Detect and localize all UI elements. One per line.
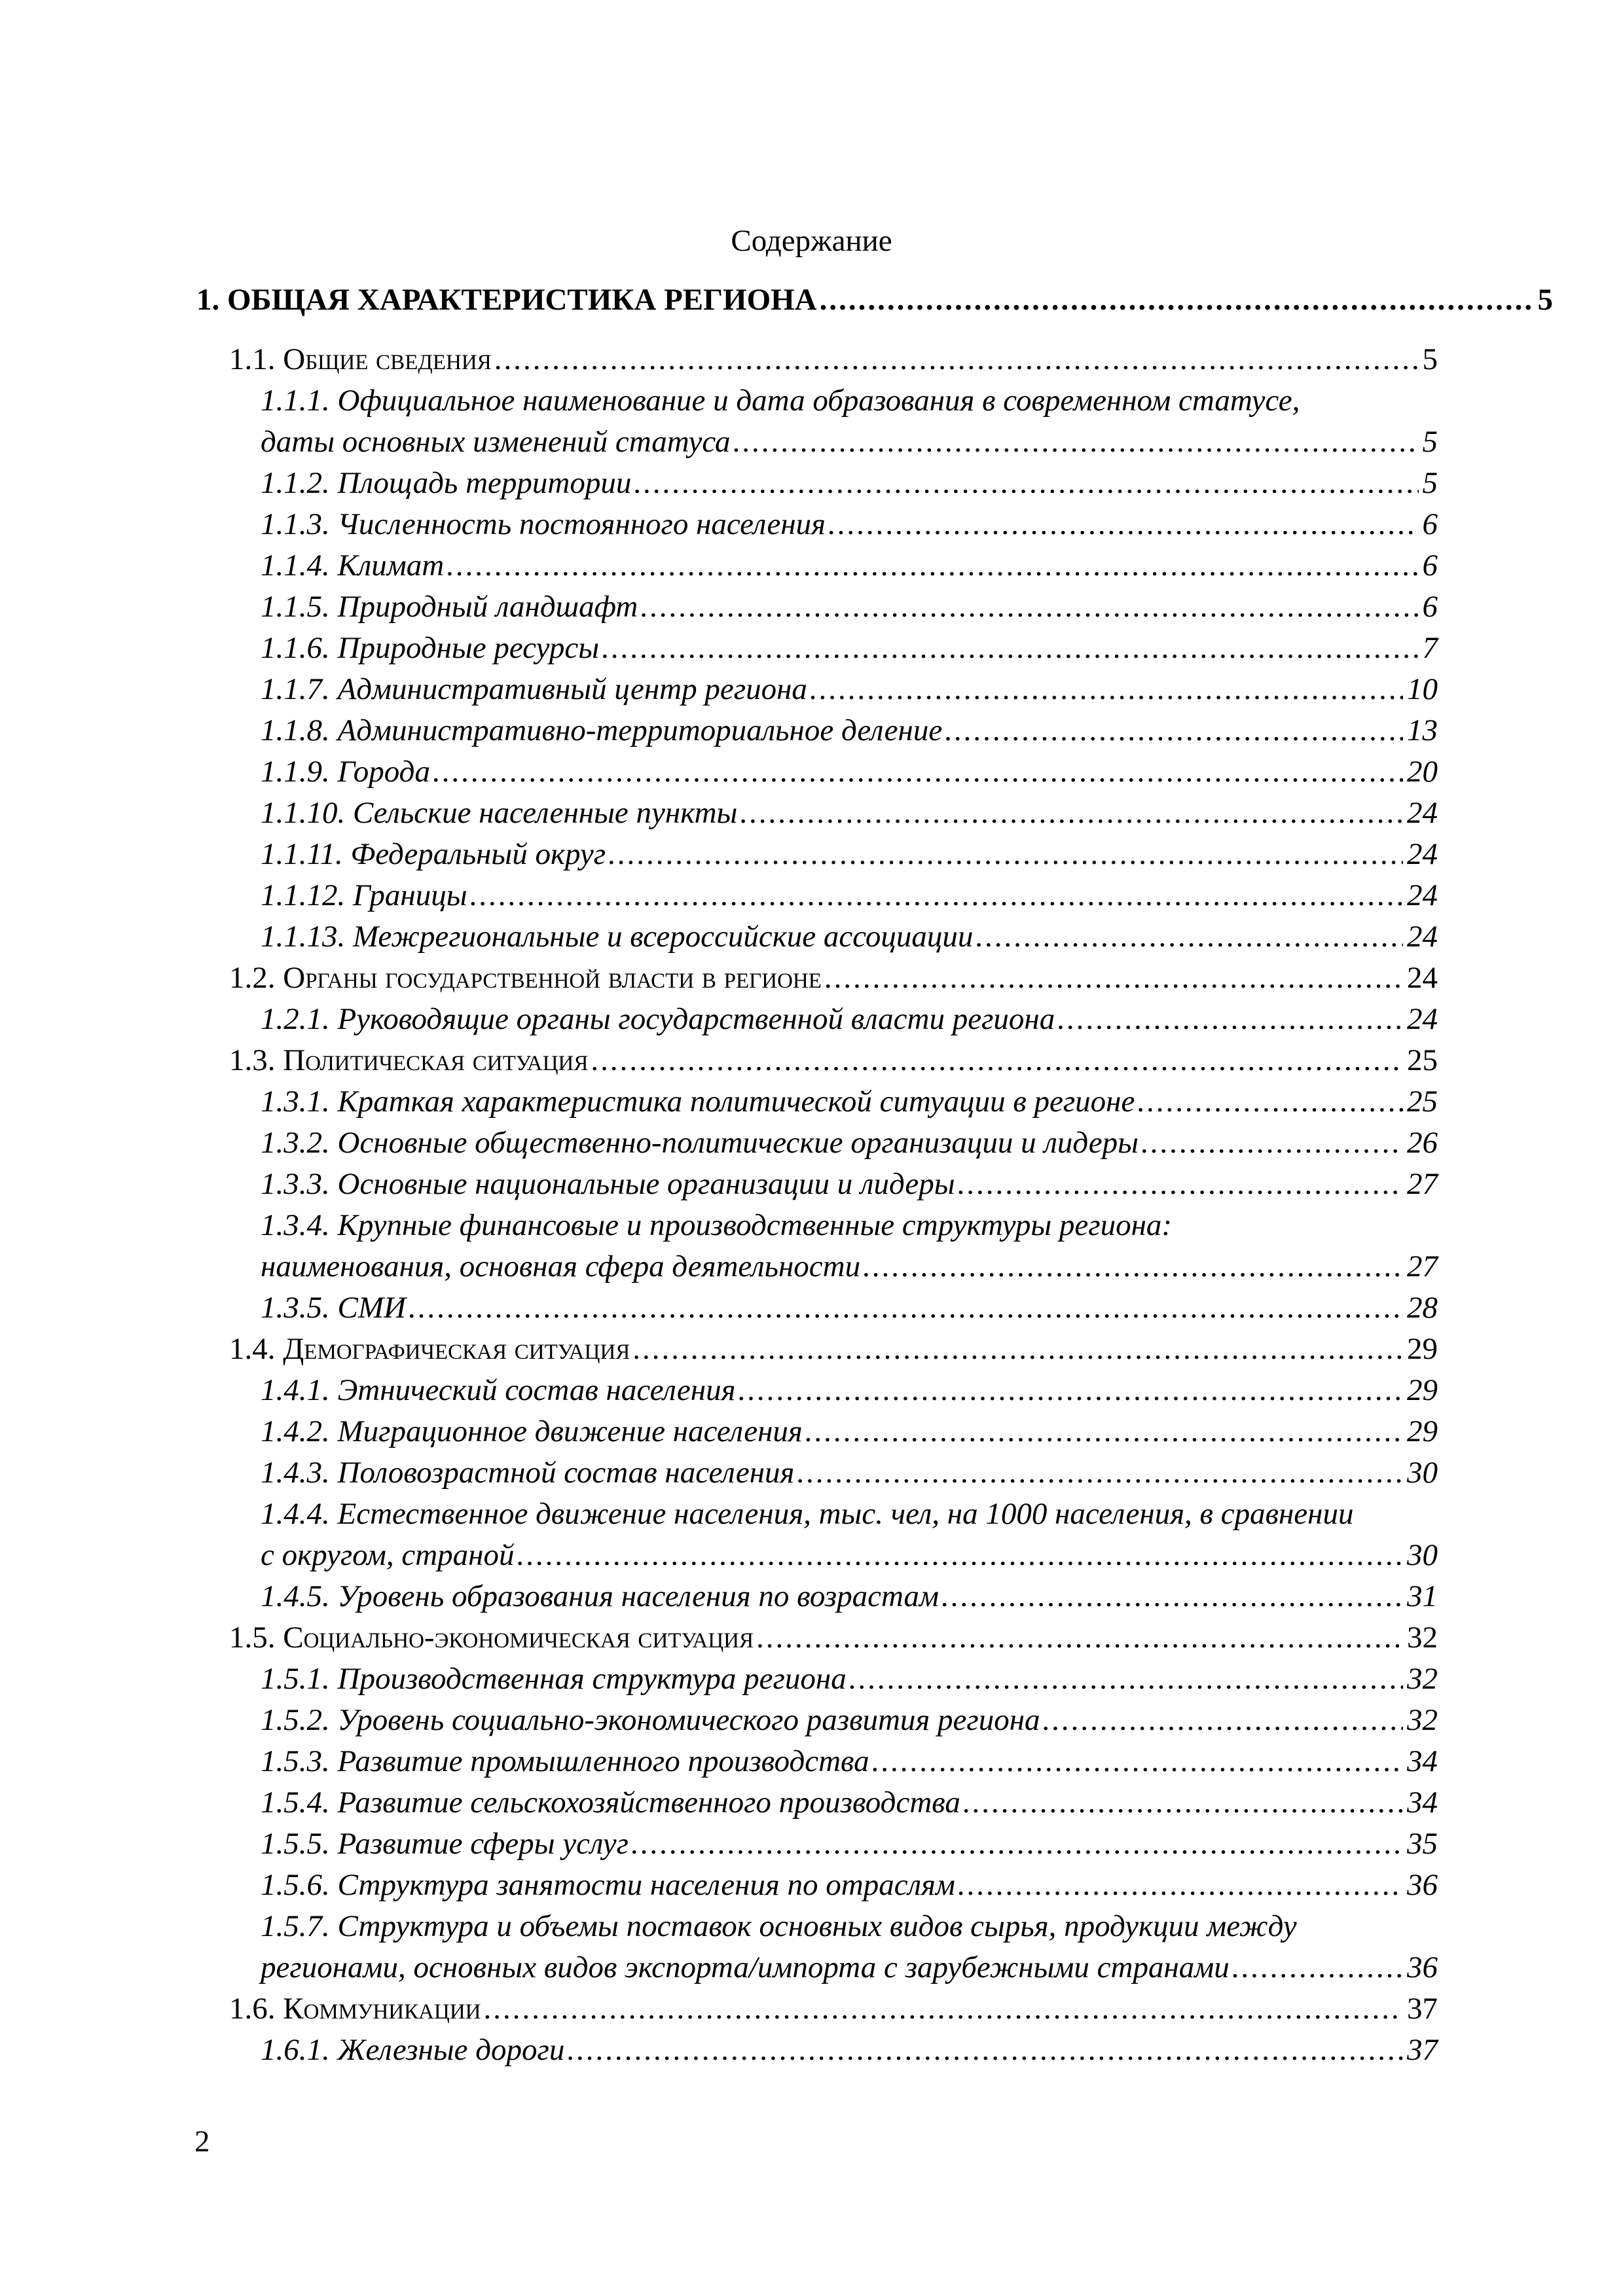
toc-entry-1-3-3[interactable] — [261, 1164, 1438, 1205]
dot-leader — [863, 1246, 1403, 1287]
toc-entry-page: 28 — [1407, 1291, 1438, 1325]
toc-entry-1-4-4-line1[interactable]: 1.4.4. Естественное движение населения, тыс. чел, на 1000 населения, в сравнении — [261, 1497, 1354, 1531]
toc-entry-label: 1.5. Социально-экономическая ситуация — [229, 1621, 754, 1655]
page-title: Содержание — [731, 224, 892, 258]
toc-entry-1-1-1[interactable] — [261, 422, 1438, 463]
dot-leader — [849, 1659, 1403, 1700]
dot-leader — [608, 834, 1403, 875]
toc-entry-1-5-7-line1[interactable]: 1.5.7. Структура и объемы поставок основных видов сырья, продукции между — [261, 1909, 1297, 1943]
toc-entry-label: 1.5.5. Развитие сферы услуг — [261, 1827, 629, 1861]
toc-entry-1-5-3[interactable] — [261, 1741, 1438, 1782]
dot-leader — [828, 504, 1418, 545]
toc-entry-1-4-4[interactable] — [261, 1535, 1438, 1576]
toc-entry-page: 30 — [1407, 1538, 1438, 1572]
dot-leader — [738, 1370, 1403, 1411]
toc-entry-label: 1.1.2. Площадь территории — [261, 466, 632, 500]
toc-entry-1-1-2[interactable] — [261, 463, 1438, 504]
dot-leader — [824, 958, 1403, 999]
toc-entry-1-1-5[interactable] — [261, 586, 1438, 628]
dot-leader — [567, 2030, 1403, 2071]
toc-entry-label: 1.1.13. Межрегиональные и всероссийские ассоциации — [261, 920, 974, 954]
dot-leader — [632, 1329, 1403, 1370]
dot-leader — [640, 586, 1418, 628]
toc-entry-label: 1.4.3. Половозрастной состав населения — [261, 1456, 795, 1490]
toc-entry-page: 34 — [1407, 1785, 1438, 1820]
toc-entry-label: 1.1.9. Города — [261, 755, 430, 789]
dot-leader — [740, 793, 1403, 834]
toc-entry-1-1-3[interactable] — [261, 504, 1438, 545]
dot-leader — [797, 1452, 1403, 1494]
toc-entry-page: 6 — [1422, 590, 1438, 624]
toc-entry-1-1-1-line1[interactable]: 1.1.1. Официальное наименование и дата образования в современном статусе, — [261, 384, 1300, 418]
dot-leader — [941, 1576, 1403, 1617]
toc-entry-label: даты основных изменений статуса — [261, 425, 731, 459]
toc-entry-label: 1.3.1. Краткая характеристика политической ситуации в регионе — [261, 1085, 1135, 1119]
dot-leader — [963, 1782, 1403, 1823]
toc-entry-page: 29 — [1407, 1414, 1438, 1448]
dot-leader — [958, 1865, 1403, 1906]
dot-leader — [1057, 999, 1403, 1040]
toc-entry-1-3-2[interactable] — [261, 1122, 1438, 1164]
toc-entry-1-1-12[interactable] — [261, 875, 1438, 916]
dot-leader — [820, 279, 1534, 321]
dot-leader — [433, 751, 1403, 793]
toc-entry-1-1-11[interactable] — [261, 834, 1438, 875]
toc-entry-label: 1.4.1. Этнический состав населения — [261, 1373, 736, 1407]
dot-leader — [1232, 1947, 1403, 1988]
toc-entry-page: 7 — [1422, 631, 1438, 665]
toc-entry-1-4-3[interactable] — [261, 1452, 1438, 1494]
toc-entry-page: 32 — [1407, 1662, 1438, 1696]
toc-entry-label: 1.1. Общие сведения — [229, 342, 492, 376]
toc-entry-1-5[interactable] — [229, 1617, 1438, 1659]
toc-entry-label: 1.5.3. Развитие промышленного производства — [261, 1744, 869, 1778]
toc-entry-1-5-1[interactable] — [261, 1659, 1438, 1700]
toc-entry-page: 32 — [1407, 1703, 1438, 1737]
dot-leader — [810, 669, 1403, 710]
toc-entry-label: 1.1.11. Федеральный округ — [261, 837, 606, 871]
toc-entry-label: 1.5.2. Уровень социально-экономического развития региона — [261, 1703, 1040, 1737]
toc-entry-page: 27 — [1407, 1167, 1438, 1201]
toc-entry-1-1-8[interactable] — [261, 710, 1438, 751]
toc-entry-1-2-1[interactable] — [261, 999, 1438, 1040]
toc-entry-label: 1.2.1. Руководящие органы государственной власти региона — [261, 1002, 1055, 1036]
toc-entry-label: 1.5.1. Производственная структура региона — [261, 1662, 847, 1696]
page-number: 2 — [194, 2125, 210, 2159]
toc-entry-label: 1.1.10. Сельские населенные пункты — [261, 796, 738, 830]
toc-entry-page: 24 — [1407, 961, 1438, 995]
dot-leader — [483, 1988, 1403, 2030]
dot-leader — [517, 1535, 1404, 1576]
toc-entry-label: 1.5.6. Структура занятости населения по отраслям — [261, 1868, 955, 1902]
toc-entry-1-3-4[interactable] — [261, 1246, 1438, 1287]
toc-entry-page: 25 — [1407, 1043, 1438, 1077]
dot-leader — [631, 1823, 1403, 1865]
dot-leader — [447, 545, 1418, 586]
toc-entry-1-5-2[interactable] — [261, 1700, 1438, 1741]
toc-entry-1-5-4[interactable] — [261, 1782, 1438, 1823]
toc-entry-page: 36 — [1407, 1950, 1438, 1984]
toc-entry-label: 1. ОБЩАЯ ХАРАКТЕРИСТИКА РЕГИОНА — [196, 283, 817, 317]
dot-leader — [756, 1617, 1403, 1659]
toc-entry-label: 1.1.6. Природные ресурсы — [261, 631, 600, 665]
toc-entry-1-3-5[interactable] — [261, 1287, 1438, 1329]
toc-entry-page: 24 — [1407, 920, 1438, 954]
toc-entry-page: 37 — [1407, 2033, 1438, 2067]
toc-entry-page: 20 — [1407, 755, 1438, 789]
dot-leader — [805, 1411, 1403, 1452]
toc-entry-page: 29 — [1407, 1332, 1438, 1366]
toc-entry-label: 1.6.1. Железные дороги — [261, 2033, 565, 2067]
toc-entry-page: 24 — [1407, 796, 1438, 830]
toc-entry-page: 36 — [1407, 1868, 1438, 1902]
toc-entry-page: 32 — [1407, 1621, 1438, 1655]
toc-entry-page: 35 — [1407, 1827, 1438, 1861]
dot-leader — [1141, 1122, 1403, 1164]
dot-leader — [634, 463, 1418, 504]
toc-entry-1-4-1[interactable] — [261, 1370, 1438, 1411]
toc-entry-page: 25 — [1407, 1085, 1438, 1119]
toc-entry-label: 1.4.5. Уровень образования населения по возрастам — [261, 1579, 939, 1613]
toc-entry-page: 30 — [1407, 1456, 1438, 1490]
toc-entry-label: 1.1.12. Границы — [261, 878, 467, 912]
toc-entry-label: 1.3.2. Основные общественно-политические организации и лидеры — [261, 1126, 1139, 1160]
toc-entry-page: 10 — [1407, 672, 1438, 706]
toc-entry-1-1[interactable] — [229, 339, 1438, 380]
toc-entry-label: 1.3. Политическая ситуация — [229, 1043, 589, 1077]
toc-entry-1-3[interactable] — [229, 1040, 1438, 1081]
toc-entry-page: 24 — [1407, 1002, 1438, 1036]
toc-entry-page: 5 — [1422, 425, 1438, 459]
toc-entry-label: с округом, страной — [261, 1538, 515, 1572]
toc-entry-page: 6 — [1422, 507, 1438, 541]
dot-leader — [591, 1040, 1403, 1081]
toc-entry-page: 24 — [1407, 878, 1438, 912]
toc-entry-1-3-4-line1[interactable]: 1.3.4. Крупные финансовые и производственные структуры региона: — [261, 1208, 1173, 1242]
toc-entry-1-4-5[interactable] — [261, 1576, 1438, 1617]
toc-entry-page: 6 — [1422, 548, 1438, 583]
toc-entry-page: 29 — [1407, 1373, 1438, 1407]
toc-entry-label: регионами, основных видов экспорта/импорта с зарубежными странами — [261, 1950, 1230, 1984]
toc-entry-1[interactable] — [196, 279, 1553, 321]
toc-entry-1-6[interactable] — [229, 1988, 1438, 2030]
toc-entry-page: 27 — [1407, 1249, 1438, 1283]
toc-entry-label: 1.2. Органы государственной власти в регионе — [229, 961, 822, 995]
dot-leader — [602, 628, 1418, 669]
toc-entry-1-1-4[interactable] — [261, 545, 1438, 586]
toc-entry-label: 1.1.7. Административный центр региона — [261, 672, 807, 706]
toc-entry-1-1-13[interactable] — [261, 916, 1438, 958]
toc-entry-1-5-6[interactable] — [261, 1865, 1438, 1906]
toc-entry-1-4[interactable] — [229, 1329, 1438, 1370]
toc-entry-label: 1.4. Демографическая ситуация — [229, 1332, 630, 1366]
dot-leader — [470, 875, 1403, 916]
toc-entry-1-6-1[interactable] — [261, 2030, 1438, 2071]
toc-entry-page: 13 — [1407, 713, 1438, 747]
toc-entry-page: 37 — [1407, 1992, 1438, 2026]
toc-entry-label: 1.6. Коммуникации — [229, 1992, 481, 2026]
toc-entry-1-4-2[interactable] — [261, 1411, 1438, 1452]
toc-entry-1-2[interactable] — [229, 958, 1438, 999]
toc-entry-1-3-1[interactable] — [261, 1081, 1438, 1122]
toc-entry-1-1-6[interactable] — [261, 628, 1438, 669]
dot-leader — [1137, 1081, 1403, 1122]
toc-entry-page: 34 — [1407, 1744, 1438, 1778]
toc-entry-page: 5 — [1422, 342, 1438, 376]
toc-entry-label: 1.1.8. Административно-территориальное деление — [261, 713, 943, 747]
toc-entry-1-1-7[interactable] — [261, 669, 1438, 710]
dot-leader — [733, 422, 1419, 463]
dot-leader — [958, 1164, 1403, 1205]
toc-entry-label: 1.3.3. Основные национальные организации и лидеры — [261, 1167, 955, 1201]
dot-leader — [1043, 1700, 1403, 1741]
toc-entry-page: 26 — [1407, 1126, 1438, 1160]
toc-entry-label: 1.5.4. Развитие сельскохозяйственного производства — [261, 1785, 960, 1820]
toc-entry-label: 1.1.5. Природный ландшафт — [261, 590, 638, 624]
toc-entry-page: 31 — [1407, 1579, 1438, 1613]
dot-leader — [494, 339, 1419, 380]
dot-leader — [976, 916, 1403, 958]
toc-entry-label: 1.4.2. Миграционное движение населения — [261, 1414, 803, 1448]
dot-leader — [409, 1287, 1403, 1329]
toc-entry-1-5-7[interactable] — [261, 1947, 1438, 1988]
dot-leader — [872, 1741, 1403, 1782]
toc-entry-1-1-10[interactable] — [261, 793, 1438, 834]
toc-entry-label: наименования, основная сфера деятельности — [261, 1249, 861, 1283]
toc-entry-label: 1.1.3. Численность постоянного населения — [261, 507, 826, 541]
toc-entry-page: 5 — [1537, 283, 1553, 317]
dot-leader — [945, 710, 1403, 751]
toc-entry-page: 5 — [1422, 466, 1438, 500]
toc-entry-page: 24 — [1407, 837, 1438, 871]
toc-entry-label: 1.3.5. СМИ — [261, 1291, 406, 1325]
toc-entry-label: 1.1.4. Климат — [261, 548, 445, 583]
toc-entry-1-5-5[interactable] — [261, 1823, 1438, 1865]
toc-entry-1-1-9[interactable] — [261, 751, 1438, 793]
